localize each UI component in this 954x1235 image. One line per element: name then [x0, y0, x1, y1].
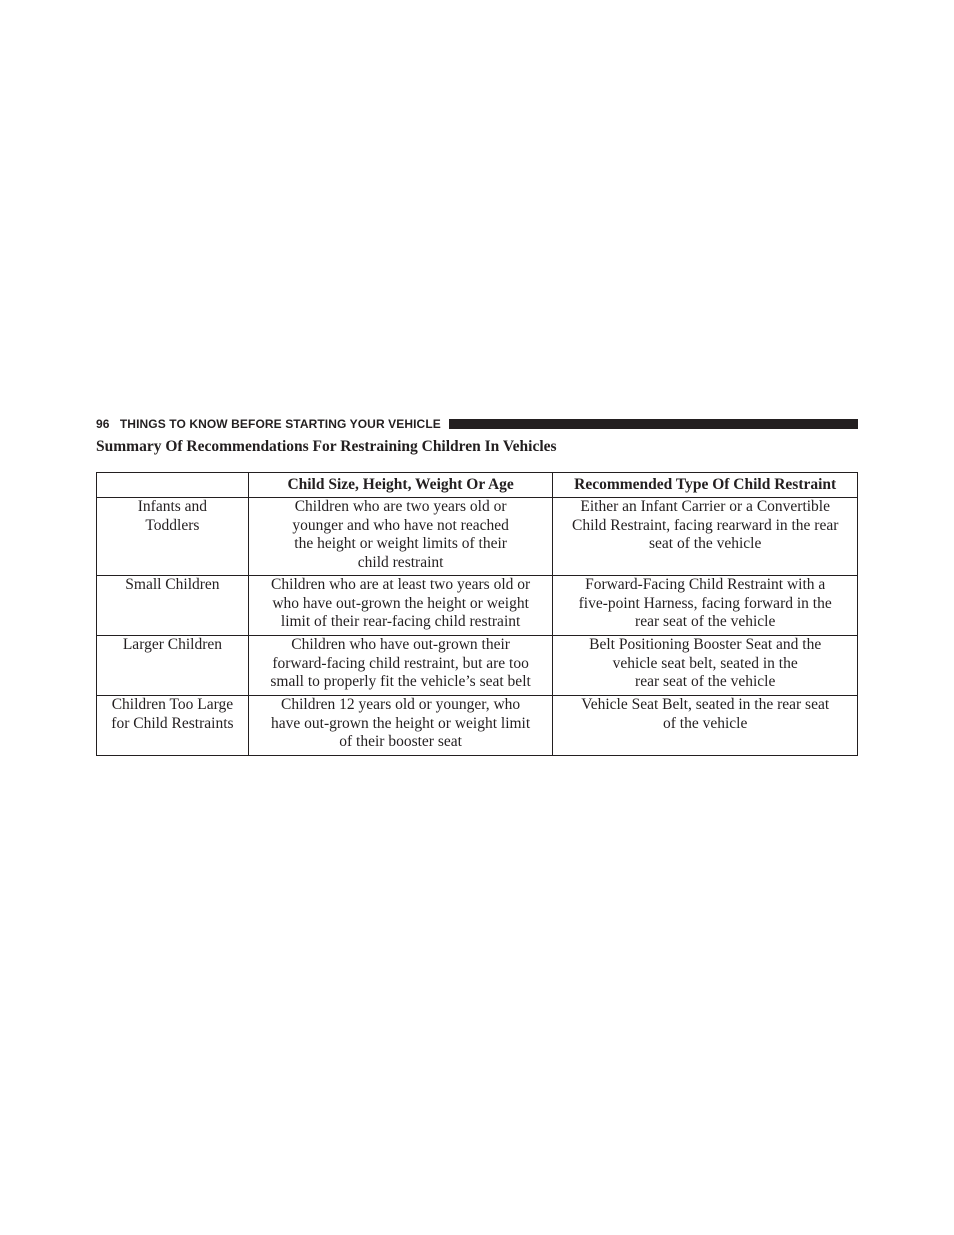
page-header-text: [96, 417, 441, 431]
recommendations-table: [96, 472, 858, 756]
table-row: [97, 696, 858, 756]
table-cell: Children Too Large for Child Restraints: [97, 696, 249, 756]
column-header: [97, 473, 249, 498]
table-cell: Infants and Toddlers: [97, 498, 249, 576]
table-cell: Children who have out-grown their forward-facing child restraint, but are too small to properly fit the vehicle’s seat belt: [248, 636, 553, 696]
header-rule: [449, 419, 858, 429]
page-title: Summary Of Recommendations For Restraining Children In Vehicles: [96, 438, 557, 455]
table-cell: Small Children: [97, 576, 249, 636]
table-cell: Belt Positioning Booster Seat and the vehicle seat belt, seated in the rear seat of the vehicle: [553, 636, 858, 696]
table-cell: Children 12 years old or younger, who have out-grown the height or weight limit of their booster seat: [248, 696, 553, 756]
column-header: Recommended Type Of Child Restraint: [553, 473, 858, 498]
column-header: Child Size, Height, Weight Or Age: [248, 473, 553, 498]
table-cell: Children who are two years old or younger and who have not reached the height or weight limits of their child restraint: [248, 498, 553, 576]
table-cell: Forward-Facing Child Restraint with a five-point Harness, facing forward in the rear seat of the vehicle: [553, 576, 858, 636]
table-row: [97, 498, 858, 576]
table-cell: Children who are at least two years old or who have out-grown the height or weight limit of their rear-facing child restraint: [248, 576, 553, 636]
running-header: [96, 417, 858, 431]
table-row: [97, 636, 858, 696]
table-header-row: [97, 473, 858, 498]
page-number: 96: [96, 417, 110, 431]
table-cell: Either an Infant Carrier or a Convertible Child Restraint, facing rearward in the rear seat of the vehicle: [553, 498, 858, 576]
table-cell: Larger Children: [97, 636, 249, 696]
table-cell: Vehicle Seat Belt, seated in the rear seat of the vehicle: [553, 696, 858, 756]
section-title: THINGS TO KNOW BEFORE STARTING YOUR VEHICLE: [119, 417, 441, 431]
table-row: [97, 576, 858, 636]
